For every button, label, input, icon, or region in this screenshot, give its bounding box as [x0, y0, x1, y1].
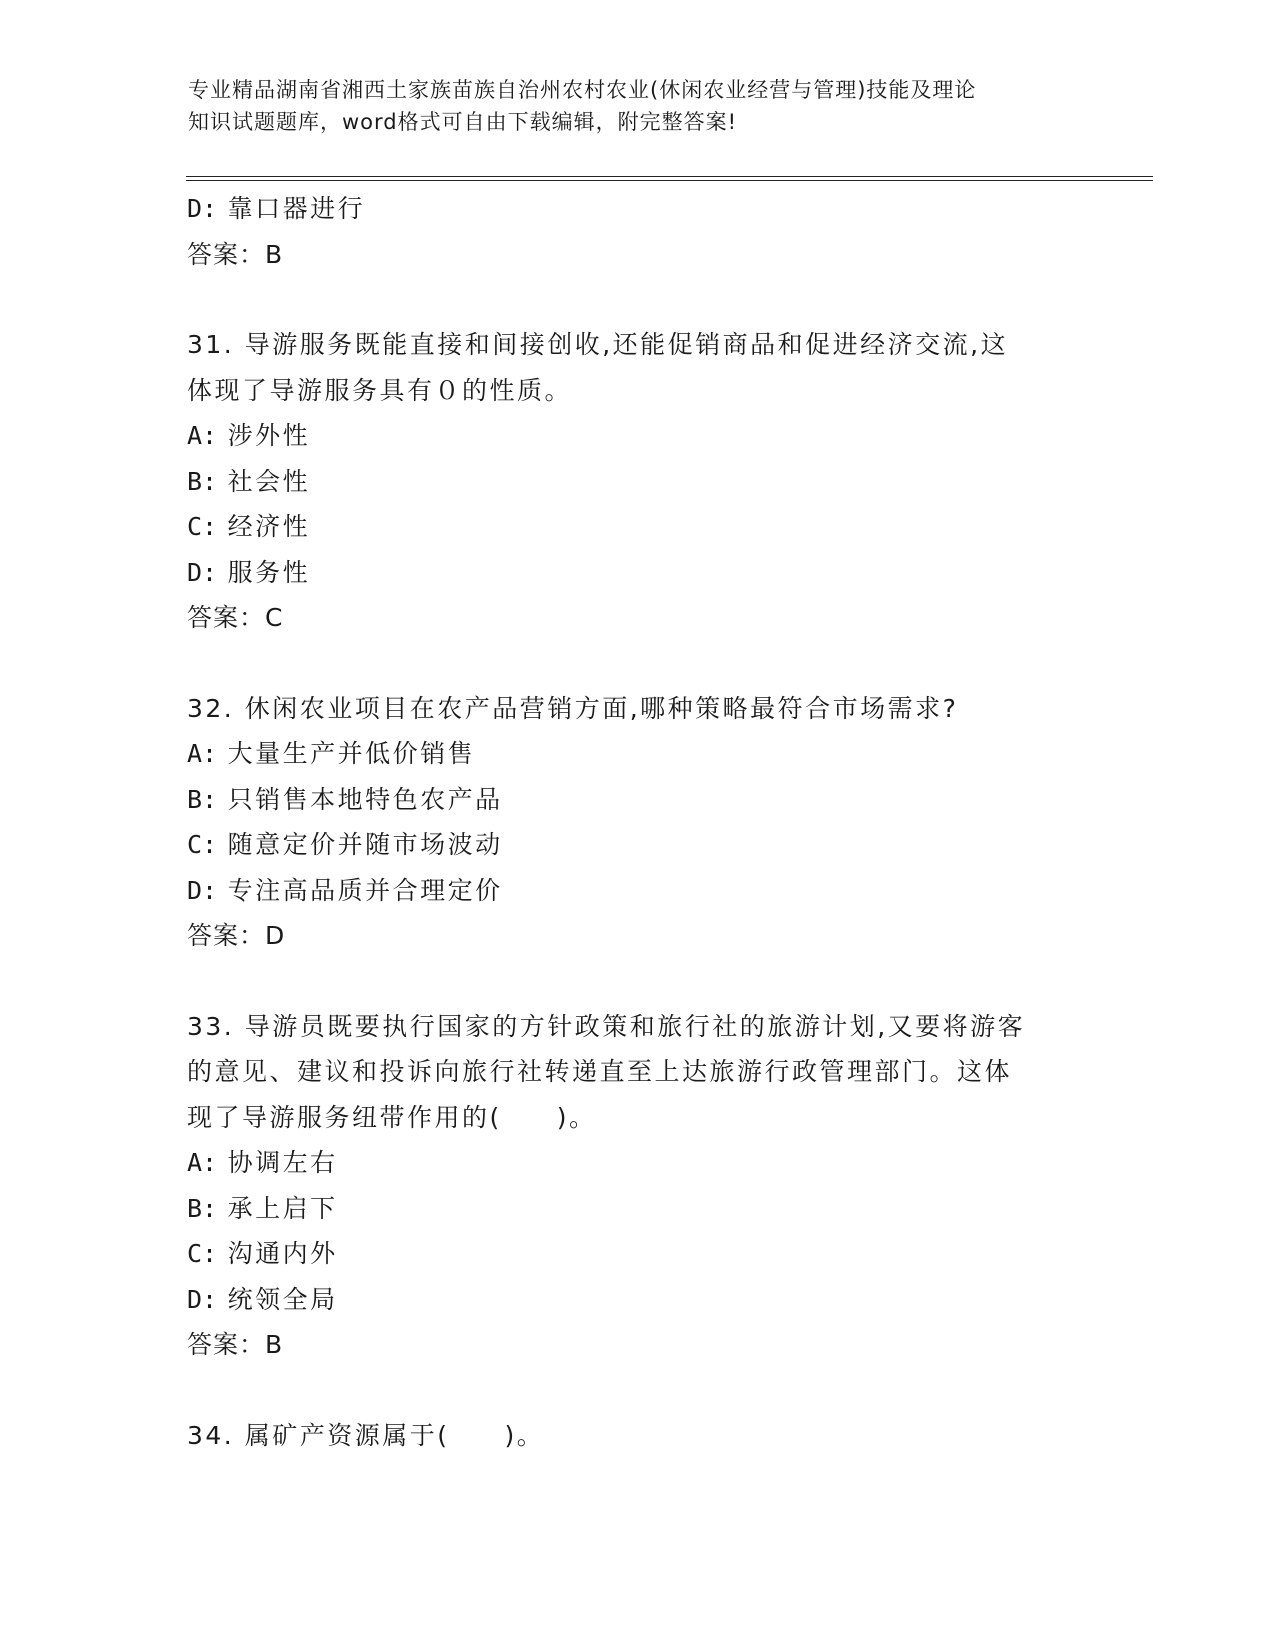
- question-text: 34. 属矿产资源属于( )。: [187, 1420, 545, 1450]
- question-33: [187, 1004, 1087, 1368]
- option-c: C: 经济性: [187, 512, 311, 541]
- question-content: [187, 186, 1087, 1458]
- question-31: [187, 322, 1087, 641]
- answer-line: 答案：C: [187, 603, 284, 632]
- option-b: B: 只销售本地特色农产品: [187, 784, 503, 814]
- header-line-1: 专业精品湖南省湘西土家族苗族自治州农村农业(休闲农业经营与管理)技能及理论: [188, 78, 977, 102]
- question-text: 体现了导游服务具有０的性质。: [187, 375, 573, 405]
- option-d: D: 服务性: [187, 557, 311, 587]
- page-header: [188, 74, 1088, 138]
- question-32: [187, 686, 1087, 959]
- option-d: D: 专注高品质并合理定价: [187, 875, 503, 905]
- option-c: C: 随意定价并随市场波动: [187, 830, 503, 859]
- option-d: D: 靠口器进行: [187, 194, 366, 223]
- header-divider: [186, 176, 1153, 181]
- option-b: B: 社会性: [187, 466, 311, 496]
- option-d: D: 统领全局: [187, 1284, 338, 1314]
- answer-line: 答案：D: [187, 921, 286, 950]
- option-c: C: 沟通内外: [187, 1239, 338, 1268]
- question-text: 的意见、建议和投诉向旅行社转递直至上达旅游行政管理部门。这体: [187, 1057, 1013, 1086]
- answer-line: 答案：B: [187, 1330, 284, 1359]
- option-a: A: 涉外性: [187, 421, 311, 450]
- option-b: B: 承上启下: [187, 1193, 338, 1223]
- question-text: 现了导游服务纽带作用的( )。: [187, 1102, 597, 1132]
- question-text: 31. 导游服务既能直接和间接创收,还能促销商品和促进经济交流,这: [187, 330, 1009, 359]
- question-34: [187, 1413, 1087, 1459]
- option-a: A: 协调左右: [187, 1148, 338, 1177]
- question-text: 33. 导游员既要执行国家的方针政策和旅行社的旅游计划,又要将游客: [187, 1011, 1026, 1041]
- answer-line: 答案：B: [187, 239, 284, 269]
- option-a: A: 大量生产并低价销售: [187, 739, 476, 768]
- question-text: 32. 休闲农业项目在农产品营销方面,哪种策略最符合市场需求?: [187, 693, 959, 723]
- header-line-2: 知识试题题库，word格式可自由下载编辑，附完整答案!: [188, 110, 738, 134]
